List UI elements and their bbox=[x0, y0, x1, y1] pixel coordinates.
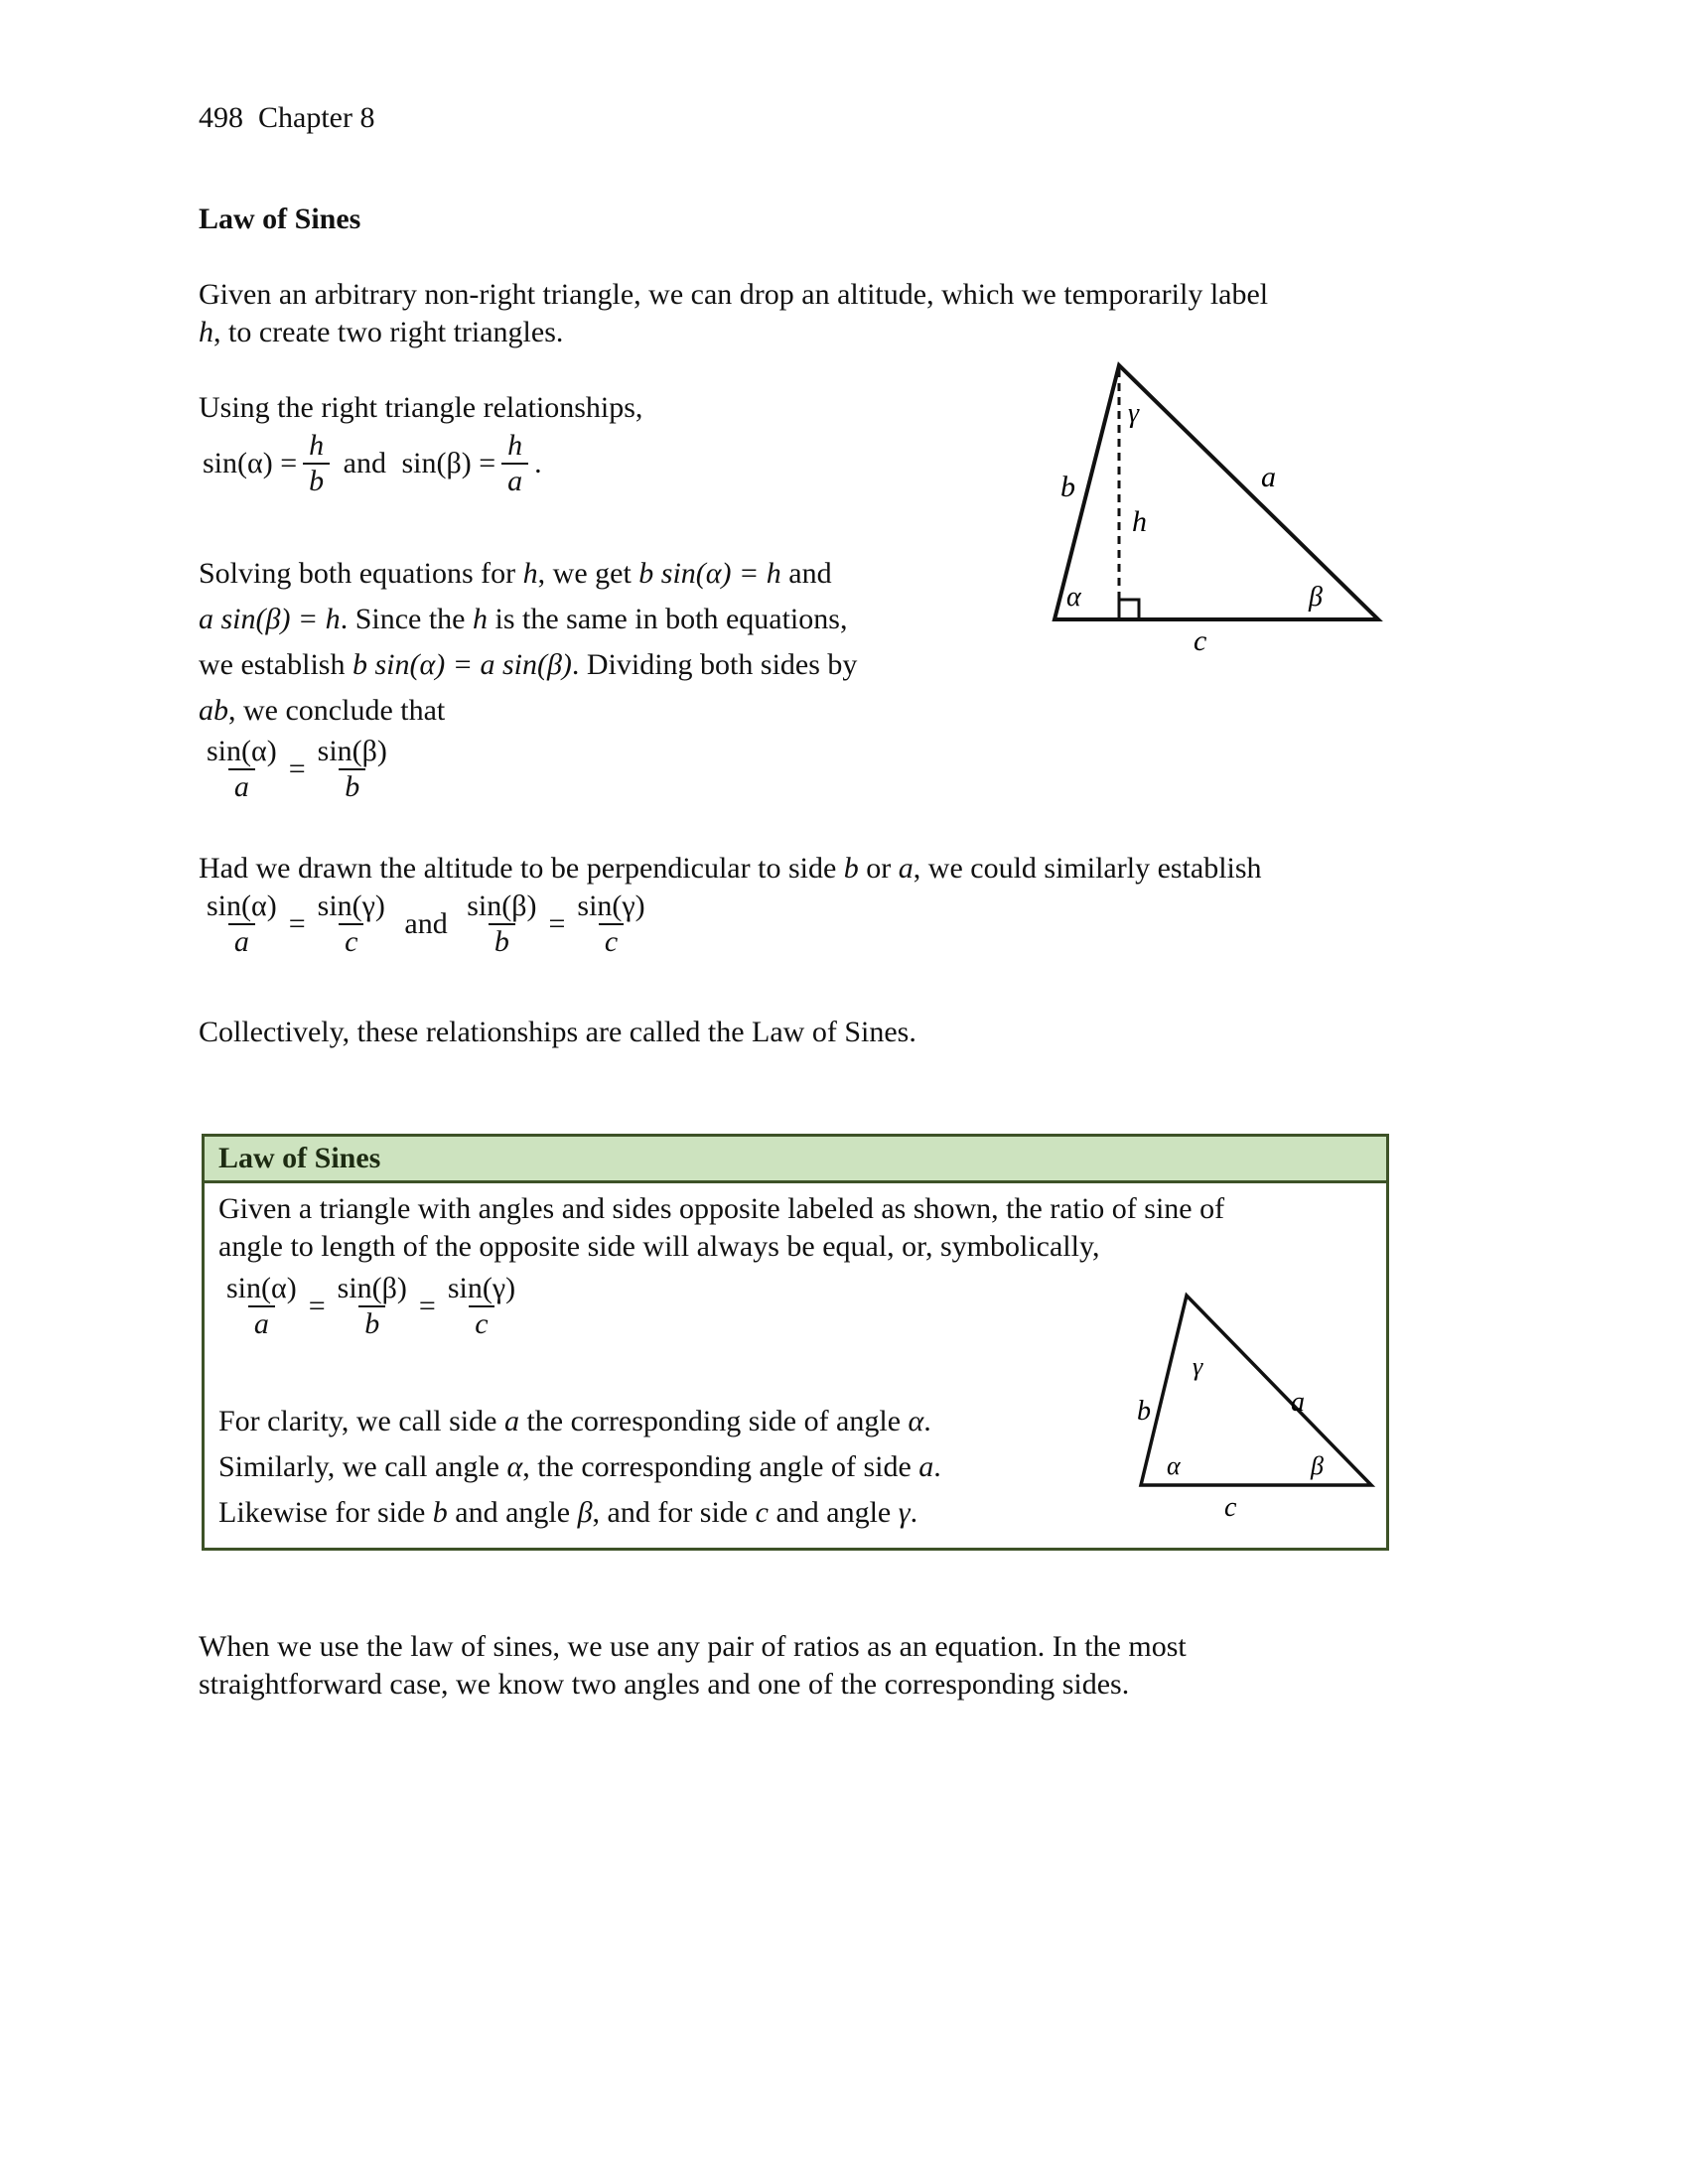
definition-box-header bbox=[205, 1137, 1386, 1183]
label-alpha: α bbox=[1066, 582, 1081, 613]
label-gamma: γ bbox=[1193, 1352, 1203, 1381]
intro-line-2: h, to create two right triangles. bbox=[199, 316, 564, 348]
definition-box-title: Law of Sines bbox=[218, 1142, 381, 1174]
solving-paragraph: Solving both equations for h, we get b sin(α) = h and a sin(β) = h. Since the h is the same in both equations, we establish b sin(α) = a sin(β). Dividing both sides by ab, we conclude that bbox=[199, 557, 858, 727]
definition-statement: Given a triangle with angles and sides opposite labeled as shown, the ratio of sine of angle to length of the opposite side will always be equal, or, symbolically, bbox=[218, 1192, 1225, 1263]
ratio-equations-gamma: $\frac{\sin(\alpha)}{a}$ = $\frac{\sin(\gamma)}{c}$ and $\frac{\sin(\beta)}{b}$ = $\frac{\sin(\gamma)}{c}$ bbox=[207, 889, 645, 958]
labeled-triangle-diagram bbox=[1115, 1264, 1383, 1523]
similar-paragraph: Had we drawn the altitude to be perpendicular to side b or a, we could similarly establish bbox=[199, 852, 1262, 885]
page-number: 498 bbox=[199, 101, 243, 134]
label-side-c: c bbox=[1194, 624, 1207, 657]
altitude-triangle-diagram bbox=[1033, 347, 1410, 665]
label-beta: β bbox=[1309, 582, 1323, 613]
label-side-b: b bbox=[1060, 471, 1075, 503]
intro-paragraph bbox=[199, 276, 1268, 351]
label-altitude-h: h bbox=[1132, 505, 1147, 538]
law-of-sines-equation: $\frac{\sin(\alpha)}{a}$ = $\frac{\sin(\beta)}{b}$ = $\frac{\sin(\gamma)}{c}$ bbox=[226, 1272, 516, 1340]
ratio-equation-alpha-beta: $\frac{\sin(\alpha)}{a}$ = $\frac{\sin(\beta)}{b}$ bbox=[207, 735, 387, 803]
label-side-a: a bbox=[1291, 1387, 1305, 1418]
closing-paragraph: When we use the law of sines, we use any pair of ratios as an equation. In the most straightforward case, we know two angles and one of the corresponding sides. bbox=[199, 1630, 1187, 1701]
section-title: Law of Sines bbox=[199, 203, 361, 235]
label-side-b: b bbox=[1137, 1396, 1151, 1427]
right-triangle-lead: Using the right triangle relationships, bbox=[199, 391, 643, 424]
intro-line-1: Given an arbitrary non-right triangle, we can drop an altitude, which we temporarily label bbox=[199, 278, 1269, 311]
sine-definitions-equation: sin(α) = $\frac{h}{b}$ and sin(β) = $\frac{h}{a}$ . bbox=[203, 429, 542, 497]
label-gamma: γ bbox=[1128, 398, 1140, 429]
label-side-c: c bbox=[1224, 1492, 1237, 1523]
label-side-a: a bbox=[1261, 461, 1276, 493]
label-alpha: α bbox=[1167, 1451, 1181, 1480]
law-of-sines-definition-box bbox=[202, 1134, 1389, 1551]
running-header bbox=[199, 99, 374, 137]
collectively-text: Collectively, these relationships are called the Law of Sines. bbox=[199, 1016, 916, 1048]
clarity-notes: For clarity, we call side a the corresponding side of angle α. Similarly, we call angle α, the corresponding angle of side a. Likewise for side b and angle β, and for side c and angle γ. bbox=[218, 1405, 941, 1529]
chapter-label: Chapter 8 bbox=[258, 101, 375, 134]
label-beta: β bbox=[1311, 1451, 1324, 1480]
